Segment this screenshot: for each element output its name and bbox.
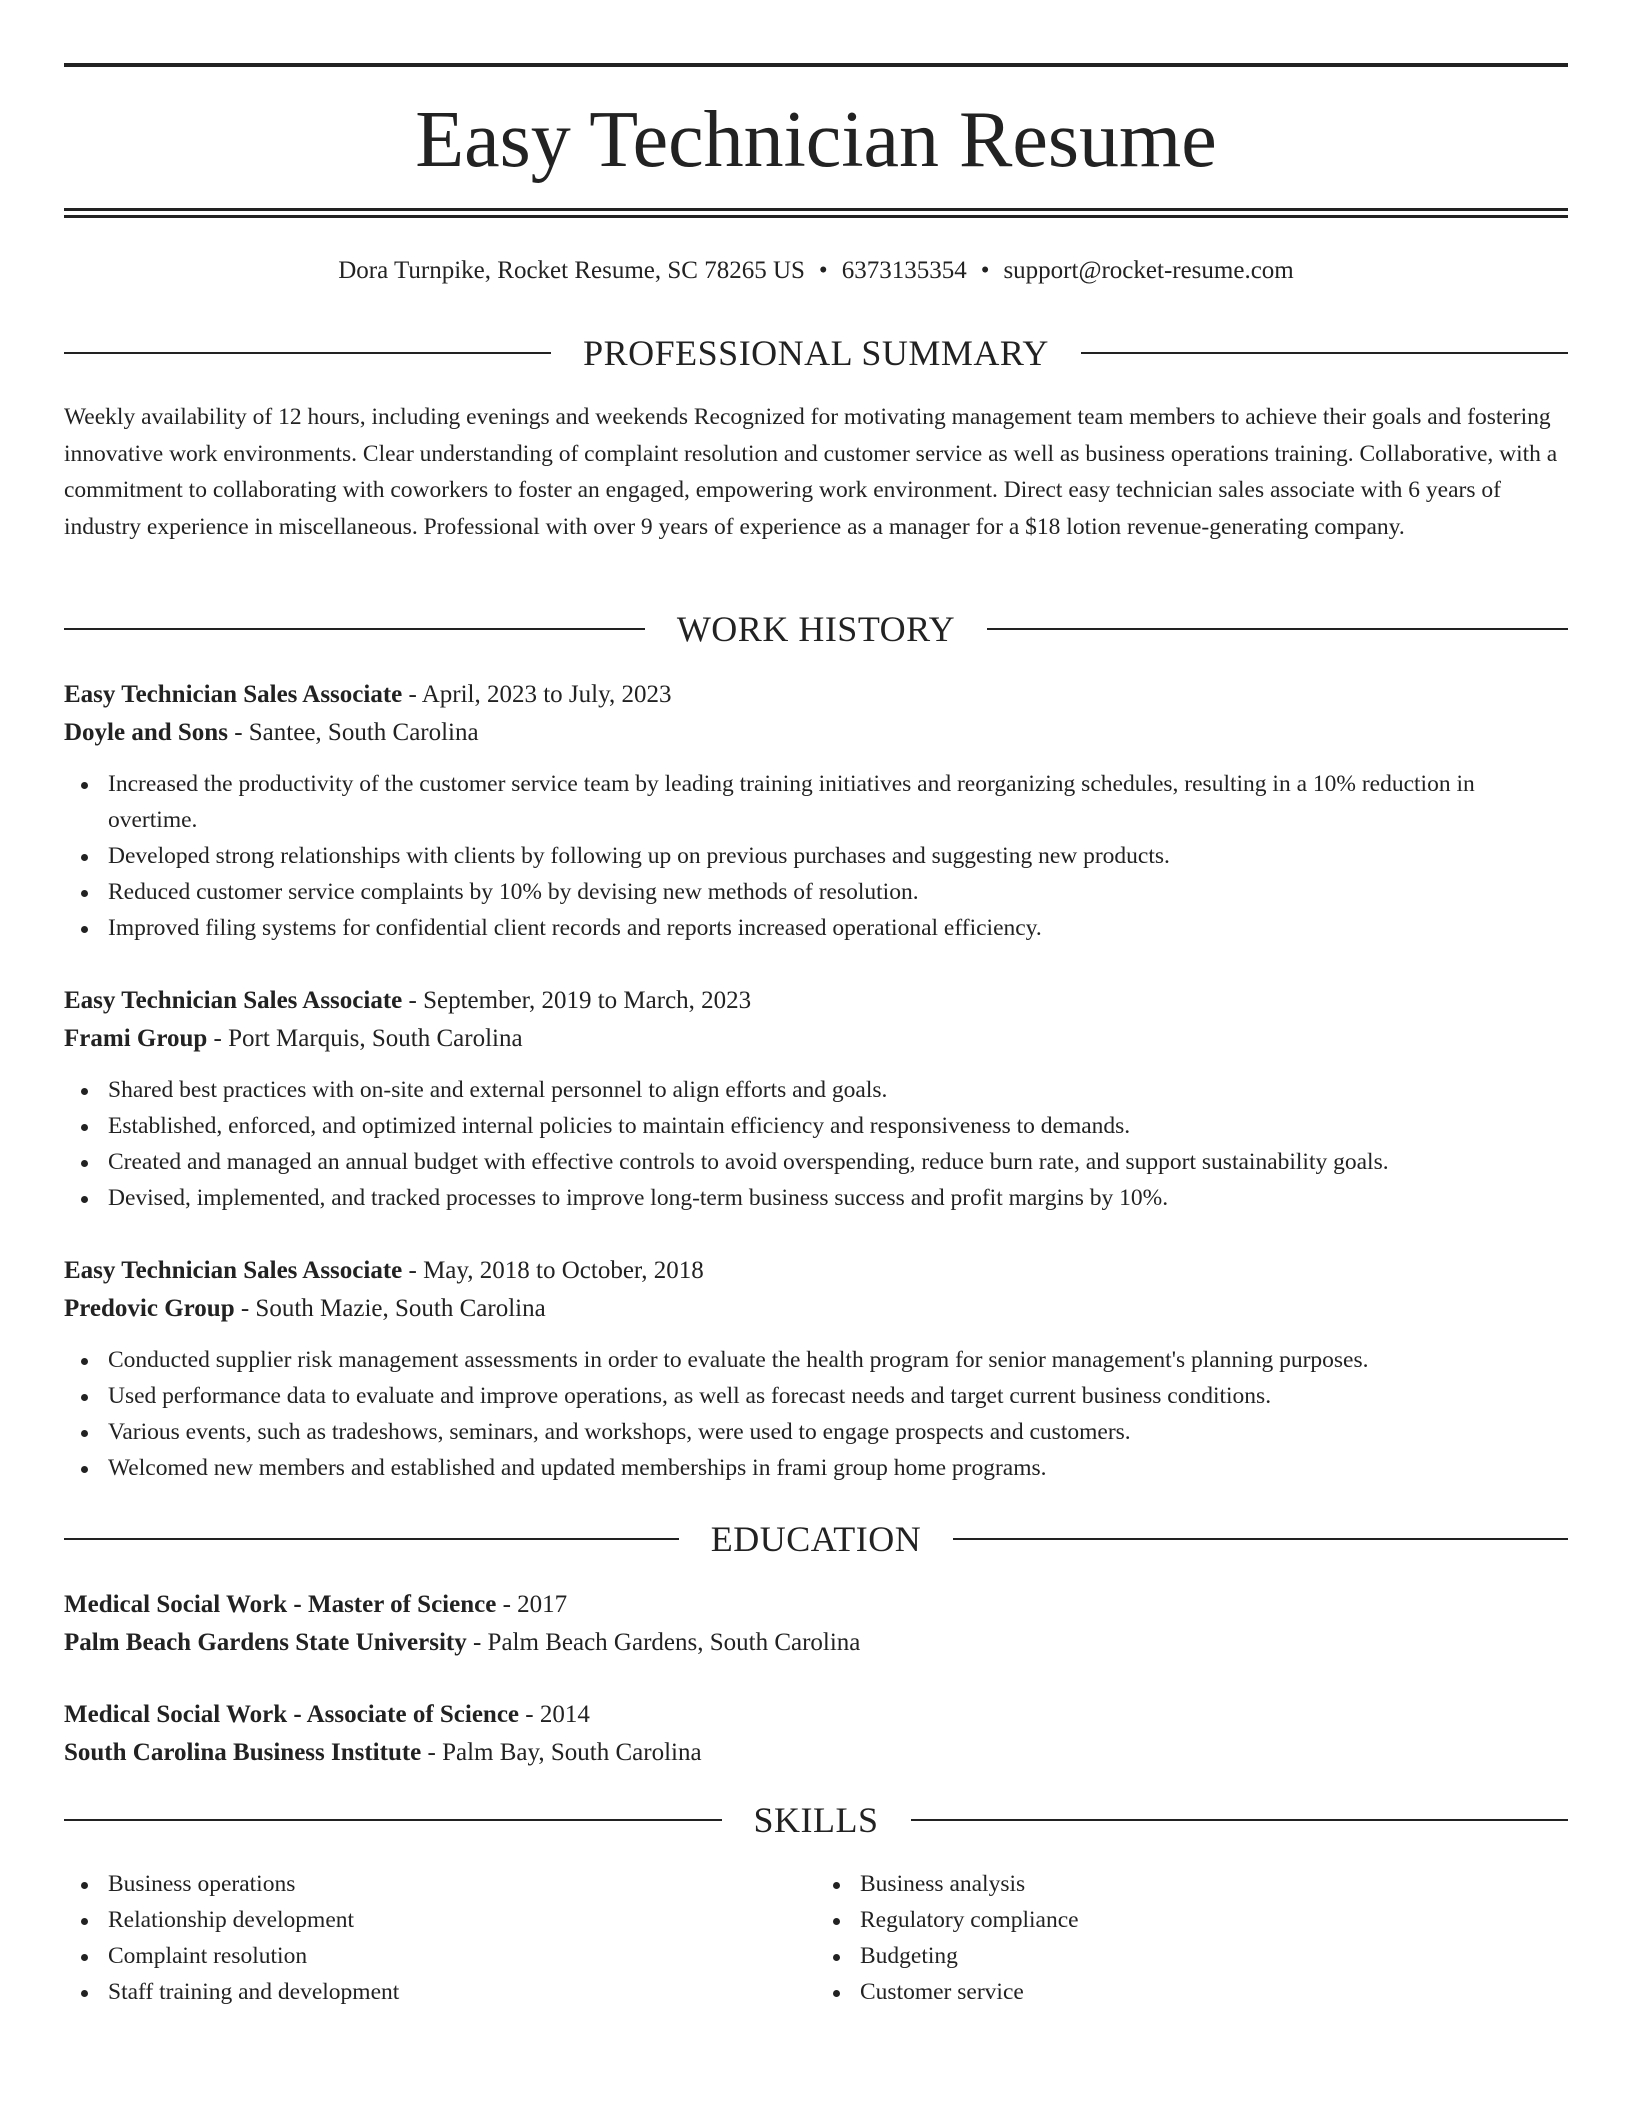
- list-item: Staff training and development: [108, 1974, 816, 2010]
- list-item: Increased the productivity of the customer service team by leading training initiatives and reorganizing schedules, resulting in a 10% reduction in overtime.: [108, 766, 1568, 838]
- list-item: Business operations: [108, 1866, 816, 1902]
- contact-separator: •: [818, 257, 828, 284]
- job-title: Easy Technician Sales Associate: [64, 681, 403, 708]
- company-location: - Santee, South Carolina: [227, 719, 479, 746]
- job-bullets: [64, 1342, 1568, 1486]
- contact-separator: •: [980, 257, 990, 284]
- work-entry: [64, 982, 1568, 1216]
- job-bullets: [64, 1072, 1568, 1216]
- contact-line: [64, 254, 1568, 288]
- company-name: Frami Group: [64, 1025, 208, 1052]
- list-item: Reduced customer service complaints by 10% by devising new methods of resolution.: [108, 874, 1568, 910]
- skills-list-right: [816, 1866, 1568, 2010]
- list-item: Shared best practices with on-site and external personnel to align efforts and goals.: [108, 1072, 1568, 1108]
- list-item: Welcomed new members and established and updated memberships in frami group home programs.: [108, 1450, 1568, 1486]
- education-entry: [64, 1586, 1568, 1662]
- summary-text: Weekly availability of 12 hours, including evenings and weekends Recognized for motivating management team members to achieve their goals and fostering innovative work environments. Clear understanding of complaint resolution and customer service as well as business operations training. Collaborative, with a commitment to collaborating with coworkers to foster an engaged, empowering work environment. Direct easy technician sales associate with 6 years of industry experience in miscellaneous. Professional with over 9 years of experience as a manager for a $18 lotion revenue-generating company.: [64, 404, 1558, 540]
- heading-rule-right: [987, 628, 1568, 630]
- work-entry: [64, 676, 1568, 946]
- skills-heading-label: SKILLS: [753, 1800, 879, 1840]
- list-item: Budgeting: [860, 1938, 1568, 1974]
- school-name: South Carolina Business Institute: [64, 1739, 422, 1766]
- list-item: Established, enforced, and optimized internal policies to maintain efficiency and responsiveness to demands.: [108, 1108, 1568, 1144]
- job-title-line: [64, 676, 1568, 714]
- list-item: Improved filing systems for confidential client records and reports increased operational efficiency.: [108, 910, 1568, 946]
- skills-columns: [64, 1866, 1568, 2010]
- contact-address: Dora Turnpike, Rocket Resume, SC 78265 US: [338, 257, 805, 284]
- job-dates: - May, 2018 to October, 2018: [402, 1257, 704, 1284]
- list-item: Developed strong relationships with clients by following up on previous purchases and suggesting new products.: [108, 838, 1568, 874]
- job-bullets: [64, 766, 1568, 946]
- job-title-line: [64, 1252, 1568, 1290]
- school-location: - Palm Beach Gardens, South Carolina: [466, 1629, 861, 1656]
- education-section-heading: [64, 1519, 1568, 1559]
- school-line: [64, 1624, 1568, 1662]
- work-entry: [64, 1252, 1568, 1486]
- company-line: [64, 1020, 1568, 1058]
- degree-line: [64, 1586, 1568, 1624]
- school-name: Palm Beach Gardens State University: [64, 1629, 467, 1656]
- heading-rule-right: [1081, 352, 1568, 354]
- list-item: Various events, such as tradeshows, seminars, and workshops, were used to engage prospects and customers.: [108, 1414, 1568, 1450]
- top-rule: [64, 63, 1568, 67]
- work-heading-label: WORK HISTORY: [676, 609, 956, 649]
- contact-phone: 6373135354: [841, 257, 967, 284]
- heading-rule-left: [64, 1819, 722, 1821]
- education-entry: [64, 1696, 1568, 1772]
- list-item: Business analysis: [860, 1866, 1568, 1902]
- skills-section-heading: [64, 1800, 1568, 1840]
- page-title: Easy Technician Resume: [415, 96, 1217, 184]
- heading-rule-left: [64, 628, 645, 630]
- job-title: Easy Technician Sales Associate: [64, 1257, 403, 1284]
- list-item: Created and managed an annual budget with effective controls to avoid overspending, reduce burn rate, and support sustainability goals.: [108, 1144, 1568, 1180]
- heading-rule-left: [64, 1538, 679, 1540]
- title-double-rule: [64, 208, 1568, 218]
- degree-name: Medical Social Work - Master of Science: [64, 1591, 497, 1618]
- list-item: Conducted supplier risk management assessments in order to evaluate the health program for senior management's planning purposes.: [108, 1342, 1568, 1378]
- job-title: Easy Technician Sales Associate: [64, 987, 403, 1014]
- company-name: Doyle and Sons: [64, 719, 228, 746]
- education-heading-label: EDUCATION: [710, 1519, 922, 1559]
- list-item: Complaint resolution: [108, 1938, 816, 1974]
- list-item: Used performance data to evaluate and improve operations, as well as forecast needs and target current business conditions.: [108, 1378, 1568, 1414]
- list-item: Regulatory compliance: [860, 1902, 1568, 1938]
- company-line: [64, 1290, 1568, 1328]
- degree-name: Medical Social Work - Associate of Science: [64, 1701, 520, 1728]
- job-title-line: [64, 982, 1568, 1020]
- degree-year: - 2017: [496, 1591, 568, 1618]
- heading-rule-right: [953, 1538, 1568, 1540]
- school-location: - Palm Bay, South Carolina: [421, 1739, 702, 1766]
- company-location: - South Mazie, South Carolina: [234, 1295, 546, 1322]
- contact-email: support@rocket-resume.com: [1003, 257, 1294, 284]
- company-location: - Port Marquis, South Carolina: [207, 1025, 523, 1052]
- school-line: [64, 1734, 1568, 1772]
- heading-rule-right: [911, 1819, 1569, 1821]
- company-name: Predovic Group: [64, 1295, 235, 1322]
- degree-year: - 2014: [519, 1701, 590, 1728]
- job-dates: - April, 2023 to July, 2023: [402, 681, 672, 708]
- skills-list-left: [64, 1866, 816, 2010]
- list-item: Relationship development: [108, 1902, 816, 1938]
- summary-section-heading: [64, 333, 1568, 373]
- work-section-heading: [64, 609, 1568, 649]
- job-dates: - September, 2019 to March, 2023: [402, 987, 752, 1014]
- list-item: Customer service: [860, 1974, 1568, 2010]
- heading-rule-left: [64, 352, 551, 354]
- list-item: Devised, implemented, and tracked processes to improve long-term business success and profit margins by 10%.: [108, 1180, 1568, 1216]
- summary-heading-label: PROFESSIONAL SUMMARY: [583, 333, 1049, 373]
- company-line: [64, 714, 1568, 752]
- degree-line: [64, 1696, 1568, 1734]
